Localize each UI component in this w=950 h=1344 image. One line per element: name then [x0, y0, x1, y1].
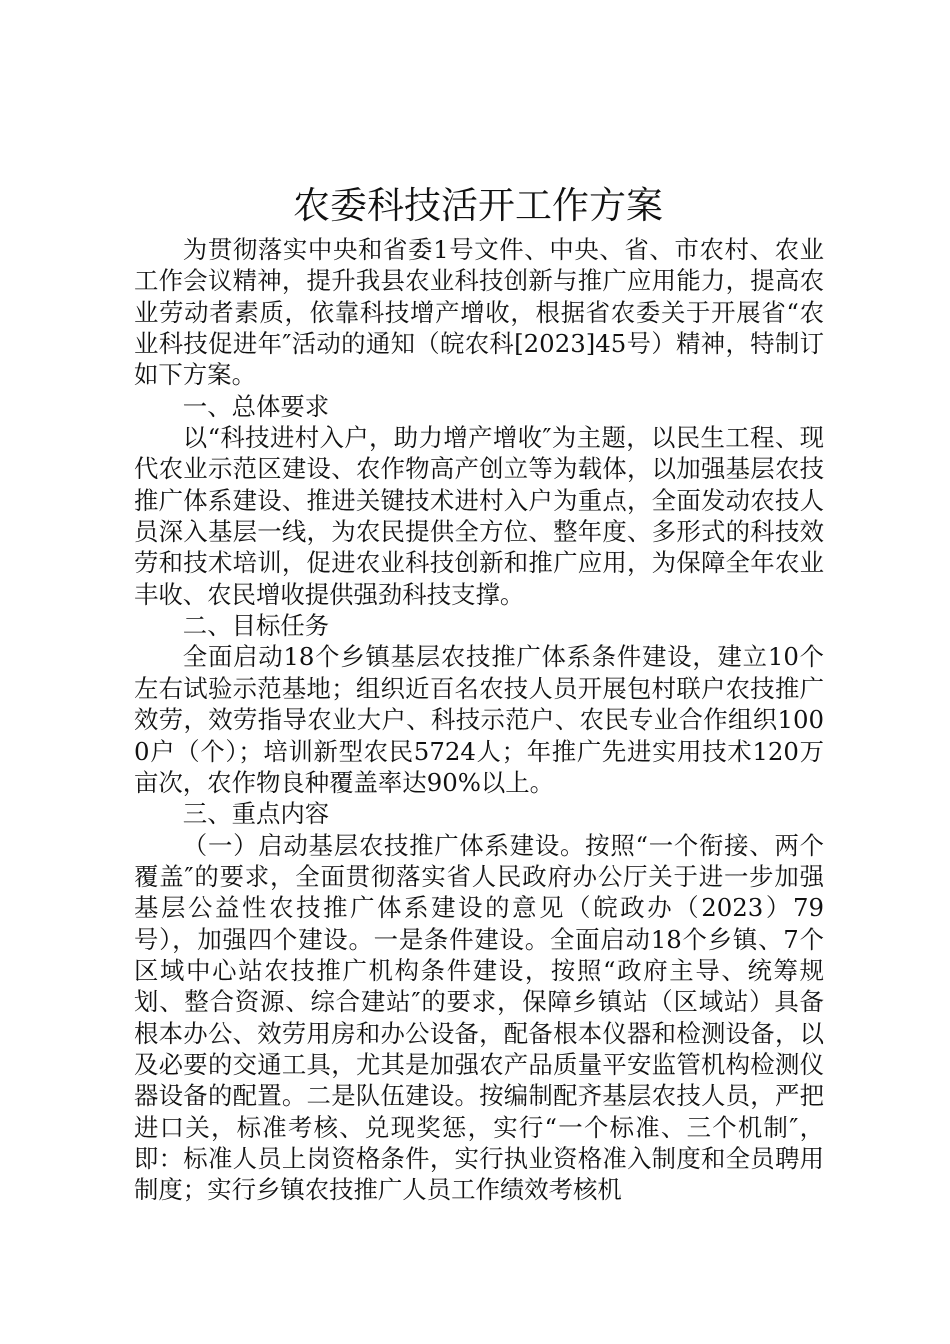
section-heading-goals-tasks: 二、目标任务 — [182, 611, 330, 641]
section-heading-key-contents: 三、重点内容 — [182, 799, 330, 829]
section-body-goals-tasks: 全面启动18个乡镇基层农技推广体系条件建设，建立10个左右试验示范基地；组织近百名农技人员开展包村联户农技推广效劳，效劳指导农业大户、科技示范户、农民专业合作组织1000户（个）；培训新型农民5724人；年推广先进实用技术120万亩次，农作物良种覆盖率达90%以上。 — [134, 642, 824, 797]
section-heading-overall-requirements: 一、总体要求 — [182, 391, 330, 421]
intro-paragraph: 为贯彻落实中央和省委1号文件、中央、省、市农村、农业工作会议精神，提升我县农业科技创新与推广应用能力，提高农业劳动者素质，依靠科技增产增收，根据省农委关于开展省“农业科技促进年″活动的通知（皖农科[2023]45号）精神，特制订如下方案。 — [134, 235, 824, 390]
document-title: 农委科技活开工作方案 — [293, 184, 663, 227]
section-body-key-contents: （一）启动基层农技推广体系建设。按照“一个衔接、两个覆盖″的要求，全面贯彻落实省人民政府办公厅关于进一步加强基层公益性农技推广体系建设的意见（皖政办（2023）79号），加强四个建设。一是条件建设。全面启动18个乡镇、7个区域中心站农技推广机构条件建设，按照“政府主导、统筹规划、整合资源、综合建站″的要求，保障乡镇站（区域站）具备根本办公、效劳用房和办公设备，配备根本仪器和检测设备，以及必要的交通工具，尤其是加强农产品质量平安监管机构检测仪器设备的配置。二是队伍建设。按编制配齐基层农技人员，严把进口关，标准考核、兑现奖惩，实行“一个标准、三个机制″，即：标准人员上岗资格条件，实行执业资格准入制度和全员聘用制度；实行乡镇农技推广人员工作绩效考核机 — [134, 830, 824, 1205]
document-page — [134, 178, 824, 1206]
section-body-overall-requirements: 以“科技进村入户，助力增产增收″为主题，以民生工程、现代农业示范区建设、农作物高产创立等为载体，以加强基层农技推广体系建设、推进关键技术进村入户为重点，全面发动农技人员深入基层一线，为农民提供全方位、整年度、多形式的科技效劳和技术培训，促进农业科技创新和推广应用，为保障全年农业丰收、农民增收提供强劲科技支撑。 — [134, 423, 824, 609]
